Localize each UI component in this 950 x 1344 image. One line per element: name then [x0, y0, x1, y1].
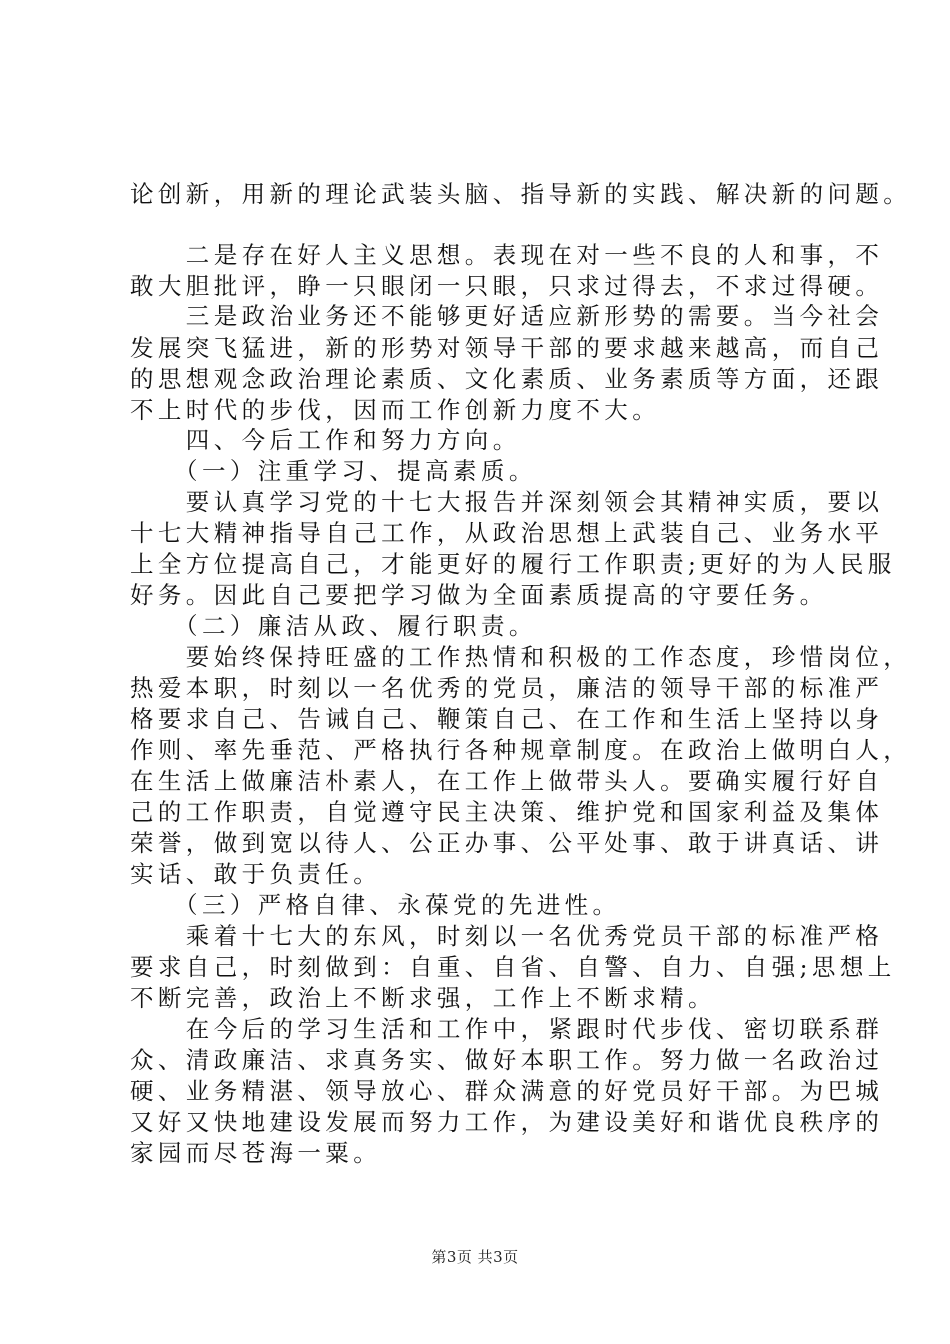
text-line: 实话、敢于负责任。: [130, 860, 382, 888]
text-line: 荣誉，做到宽以待人、公正办事、公平处事、敢于讲真话、讲: [130, 829, 884, 857]
text-line: 又好又快地建设发展而努力工作，为建设美好和谐优良秩序的: [130, 1108, 884, 1136]
text-line: 上全方位提高自己，才能更好的履行工作职责;更好的为人民服: [130, 550, 896, 578]
text-line: 己的工作职责，自觉遵守民主决策、维护党和国家利益及集体: [130, 798, 884, 826]
text-line: 家园而尽苍海一粟。: [130, 1139, 382, 1167]
text-line: 敢大胆批评，睁一只眼闭一只眼，只求过得去，不求过得硬。: [130, 272, 884, 300]
text-line: 不断完善，政治上不断求强，工作上不断求精。: [130, 984, 716, 1012]
section-heading: 四、今后工作和努力方向。: [130, 426, 521, 454]
text-line: 硬、业务精湛、领导放心、群众满意的好党员好干部。为巴城: [130, 1077, 884, 1105]
subsection-heading: （一）注重学习、提高素质。: [130, 457, 537, 485]
text-line: 要认真学习党的十七大报告并深刻领会其精神实质，要以: [130, 488, 884, 516]
text-line: 格要求自己、告诫自己、鞭策自己、在工作和生活上坚持以身: [130, 705, 884, 733]
text-line: 要始终保持旺盛的工作热情和积极的工作态度，珍惜岗位，: [130, 643, 912, 671]
text-line: 要求自己，时刻做到：自重、自省、自警、自力、自强;思想上: [130, 953, 896, 981]
text-line: 十七大精神指导自己工作，从政治思想上武装自己、业务水平: [130, 519, 884, 547]
text-line: 乘着十七大的东风，时刻以一名优秀党员干部的标准严格: [130, 922, 884, 950]
text-line: 三是政治业务还不能够更好适应新形势的需要。当今社会: [130, 302, 884, 330]
subsection-heading: （二）廉洁从政、履行职责。: [130, 612, 537, 640]
text-line: 不上时代的步伐，因而工作创新力度不大。: [130, 396, 661, 424]
text-line: 在今后的学习生活和工作中，紧跟时代步伐、密切联系群: [130, 1015, 884, 1043]
text-line: 论创新，用新的理论武装头脑、指导新的实践、解决新的问题。: [130, 180, 912, 208]
text-line: 的思想观念政治理论素质、文化素质、业务素质等方面，还跟: [130, 365, 884, 393]
text-line: 热爱本职，时刻以一名优秀的党员，廉洁的领导干部的标准严: [130, 674, 884, 702]
text-line: 好务。因此自己要把学习做为全面素质提高的守要任务。: [130, 581, 828, 609]
text-line: 在生活上做廉洁朴素人，在工作上做带头人。要确实履行好自: [130, 767, 884, 795]
text-line: 众、清政廉洁、求真务实、做好本职工作。努力做一名政治过: [130, 1046, 884, 1074]
text-line: 发展突飞猛进，新的形势对领导干部的要求越来越高，而自己: [130, 334, 884, 362]
text-line: 二是存在好人主义思想。表现在对一些不良的人和事，不: [130, 241, 884, 269]
subsection-heading: （三）严格自律、永葆党的先进性。: [130, 891, 621, 919]
text-line: 作则、率先垂范、严格执行各种规章制度。在政治上做明白人，: [130, 736, 912, 764]
page-number-footer: 第3页 共3页: [431, 1248, 519, 1266]
